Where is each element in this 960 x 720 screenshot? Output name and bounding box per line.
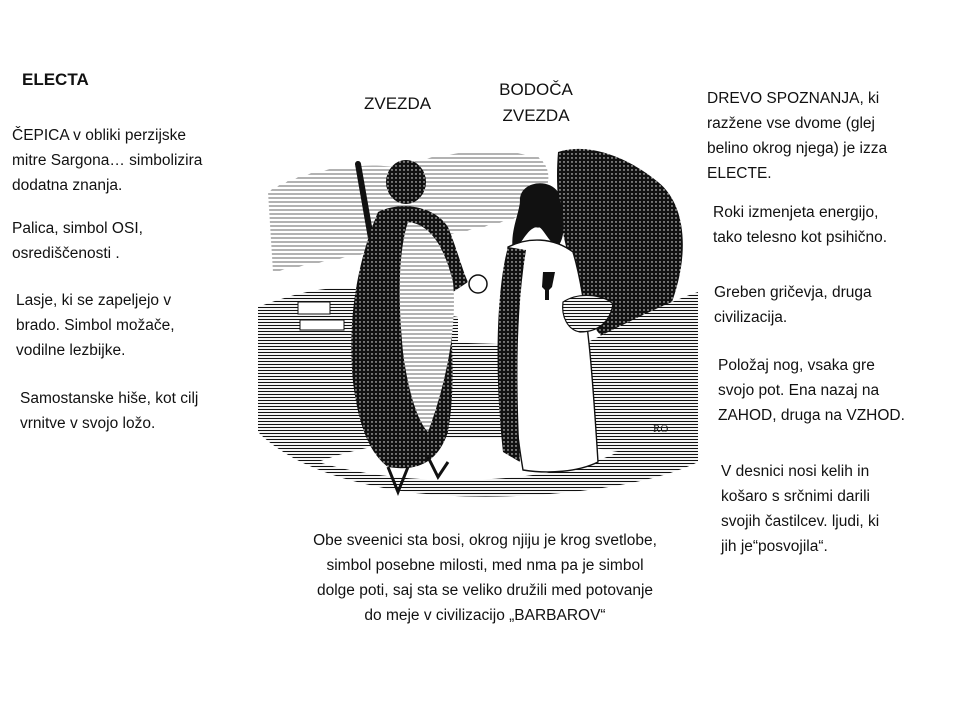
note-line: Palica, simbol OSI, bbox=[12, 220, 143, 237]
note-houses bbox=[20, 386, 198, 436]
note-line: do meje v civilizacijo „BARBAROV“ bbox=[364, 607, 606, 624]
slide-title: ELECTA bbox=[22, 70, 89, 89]
note-line: košaro s srčnimi darili bbox=[721, 488, 871, 505]
monastery-house bbox=[300, 320, 344, 330]
engraving-monogram: RO bbox=[653, 423, 669, 435]
note-tree bbox=[707, 86, 887, 186]
note-line: ČEPICA v obliki perzijske bbox=[12, 127, 187, 144]
note-line: ZAHOD, druga na VZHOD. bbox=[718, 407, 905, 424]
note-line: dolge poti, saj sta se veliko družili med potovanje bbox=[316, 582, 654, 599]
engraving-illustration bbox=[258, 132, 702, 504]
note-hands bbox=[713, 200, 887, 250]
note-ridge bbox=[714, 280, 872, 330]
note-line: V desnici nosi kelih in bbox=[721, 463, 870, 480]
note-line: civilizacija. bbox=[714, 309, 788, 326]
note-line: DREVO SPOZNANJA, ki bbox=[707, 90, 880, 107]
note-line: razžene vse dvome (glej bbox=[707, 115, 875, 132]
note-line: dodatna znanja. bbox=[12, 177, 123, 194]
note-line: tako telesno kot psihično. bbox=[713, 229, 888, 246]
note-line: Samostanske hiše, kot cilj bbox=[20, 390, 199, 407]
label-future-star-line-1: BODOČA bbox=[499, 80, 573, 99]
note-line: Obe sveenici sta bosi, okrog njiju je krog svetlobe, bbox=[313, 532, 657, 549]
note-line: mitre Sargona… simbolizira bbox=[12, 152, 203, 169]
note-line: svojo pot. Ena nazaj na bbox=[718, 382, 880, 399]
note-line: Položaj nog, vsaka gre bbox=[718, 357, 875, 374]
label-future-star-line-2: ZVEZDA bbox=[502, 106, 570, 125]
note-staff bbox=[12, 216, 143, 266]
note-bottom bbox=[262, 528, 708, 628]
note-line: brado. Simbol možače, bbox=[16, 317, 175, 334]
note-line: vodilne lezbijke. bbox=[16, 342, 126, 359]
note-line: belino okrog njega) je izza bbox=[707, 140, 888, 157]
monastery-house bbox=[298, 302, 330, 314]
note-line: Greben gričevja, druga bbox=[714, 284, 872, 301]
note-cap bbox=[12, 123, 202, 198]
note-hair bbox=[16, 288, 175, 363]
label-star: ZVEZDA bbox=[364, 94, 432, 113]
note-line: ELECTE. bbox=[707, 165, 772, 182]
clasped-hands bbox=[469, 275, 487, 293]
note-feet bbox=[718, 353, 905, 428]
label-future-star bbox=[486, 77, 586, 129]
note-line: vrnitve v svojo ložo. bbox=[20, 415, 156, 432]
note-line: Lasje, ki se zapeljejo v bbox=[16, 292, 172, 309]
note-line: jih je“posvojila“. bbox=[721, 538, 828, 555]
note-line: simbol posebne milosti, med nma pa je simbol bbox=[326, 557, 644, 574]
note-line: svojih častilcev. ljudi, ki bbox=[721, 513, 880, 530]
figure-left-head bbox=[386, 160, 426, 204]
note-line: osrediščenosti . bbox=[12, 245, 120, 262]
note-line: Roki izmenjeta energijo, bbox=[713, 204, 879, 221]
note-chalice bbox=[721, 459, 879, 559]
